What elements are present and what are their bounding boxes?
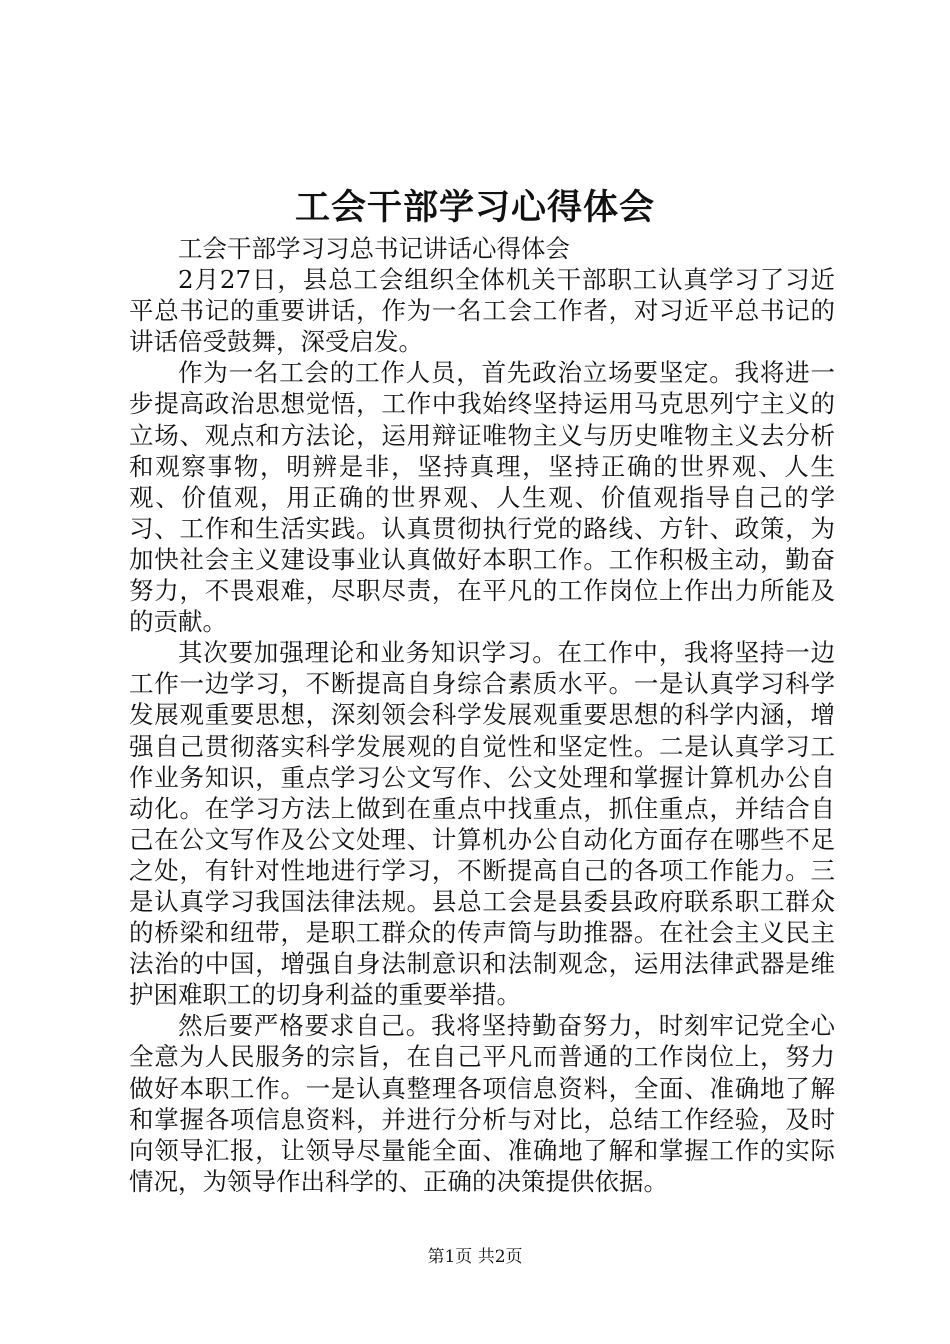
page-title: 工会干部学习心得体会	[294, 187, 655, 228]
document-body	[129, 233, 835, 1197]
page-number-footer: 第1页 共2页	[427, 1247, 523, 1267]
body-paragraph: 作为一名工会的工作人员，首先政治立场要坚定。我将进一步提高政治思想觉悟，工作中我始终坚持运用马克思列宁主义的立场、观点和方法论，运用辩证唯物主义与历史唯物主义去分析和观察事物，明辨是非，坚持真理，坚持正确的世界观、人生观、价值观，用正确的世界观、人生观、价值观指导自己的学习、工作和生活实践。认真贯彻执行党的路线、方针、政策，为加快社会主义建设事业认真做好本职工作。工作积极主动，勤奋努力，不畏艰难，尽职尽责，在平凡的工作岗位上作出力所能及的贡献。	[129, 358, 835, 637]
body-paragraph: 其次要加强理论和业务知识学习。在工作中，我将坚持一边工作一边学习，不断提高自身综合素质水平。一是认真学习科学发展观重要思想，深刻领会科学发展观重要思想的科学内涵，增强自己贯彻落实科学发展观的自觉性和坚定性。二是认真学习工作业务知识，重点学习公文写作、公文处理和掌握计算机办公自动化。在学习方法上做到在重点中找重点，抓住重点，并结合自己在公文写作及公文处理、计算机办公自动化方面存在哪些不足之处，有针对性地进行学习，不断提高自己的各项工作能力。三是认真学习我国法律法规。县总工会是县委县政府联系职工群众的桥梁和纽带，是职工群众的传声筒与助推器。在社会主义民主法治的中国，增强自身法制意识和法制观念，运用法律武器是维护困难职工的切身利益的重要举措。	[129, 638, 835, 1010]
subtitle-paragraph: 工会干部学习习总书记讲话心得体会	[178, 234, 570, 263]
body-paragraph: 然后要严格要求自己。我将坚持勤奋努力，时刻牢记党全心全意为人民服务的宗旨，在自己平凡而普通的工作岗位上，努力做好本职工作。一是认真整理各项信息资料，全面、准确地了解和掌握各项信息资料，并进行分析与对比，总结工作经验，及时向领导汇报，让领导尽量能全面、准确地了解和掌握工作的实际情况，为领导作出科学的、正确的决策提供依据。	[129, 1011, 835, 1196]
body-paragraph: 2月27日，县总工会组织全体机关干部职工认真学习了习近平总书记的重要讲话，作为一名工会工作者，对习近平总书记的讲话倍受鼓舞，深受启发。	[129, 265, 835, 357]
